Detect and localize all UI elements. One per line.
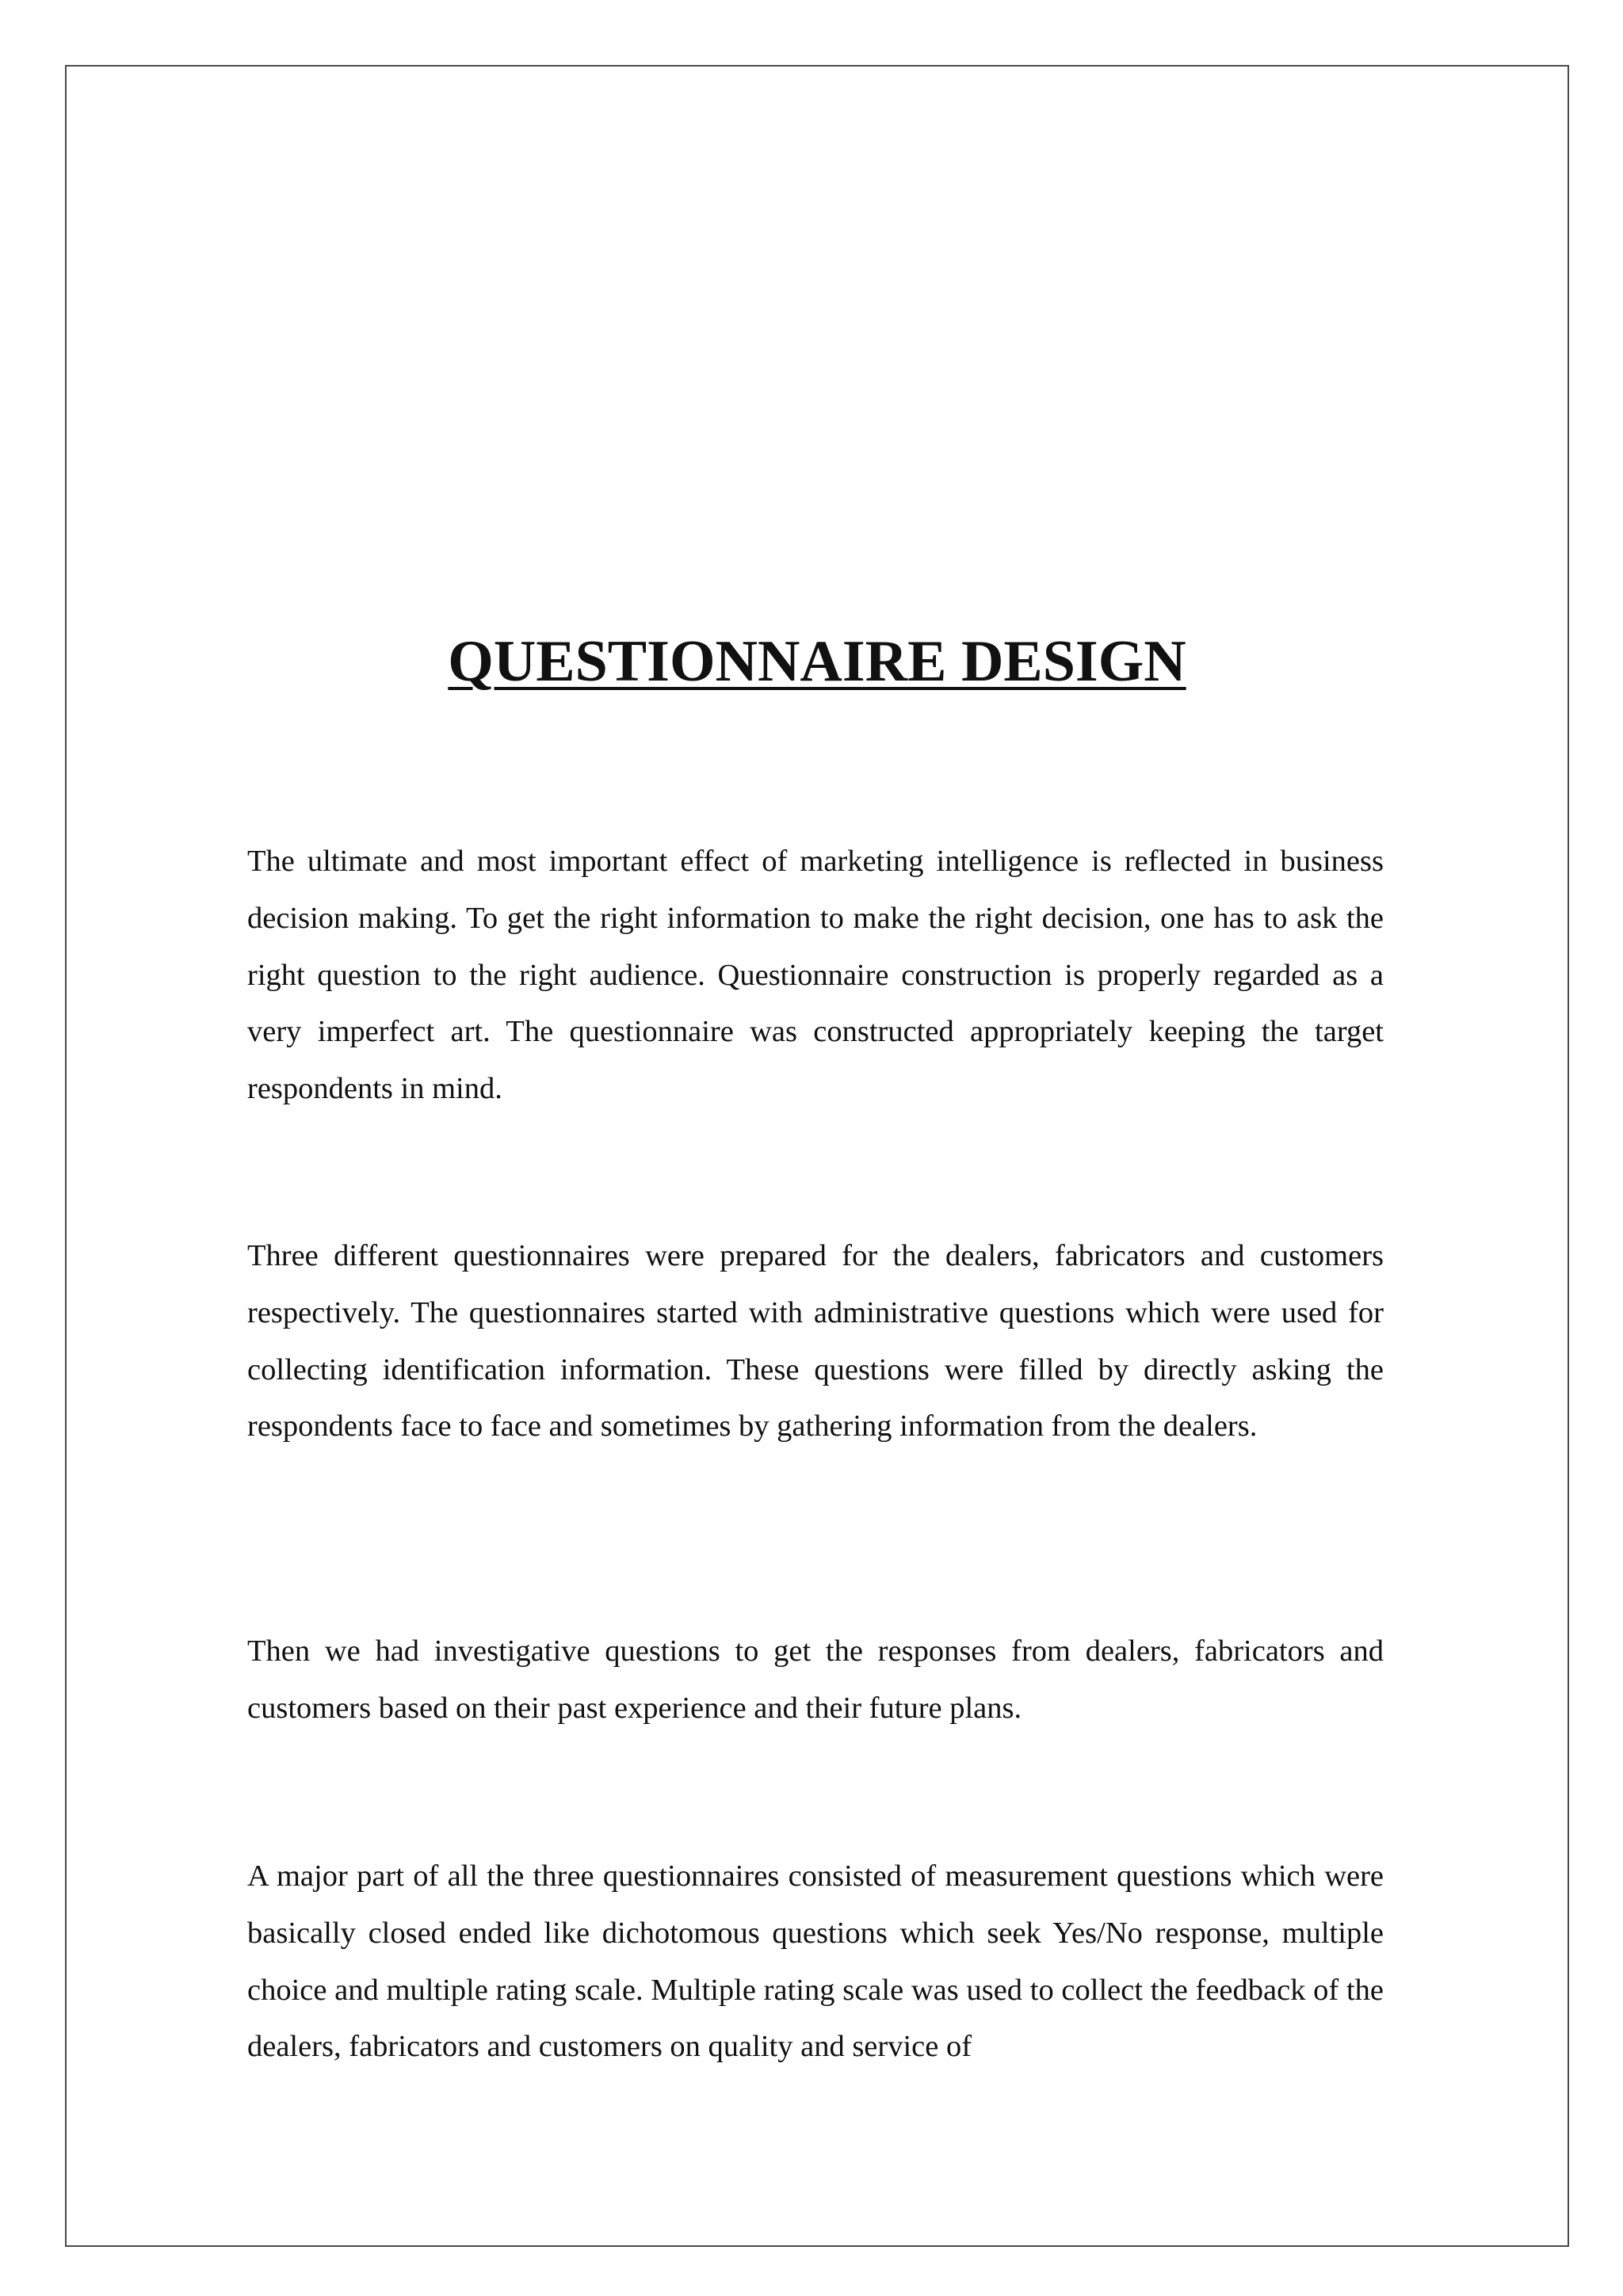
document-title: QUESTIONNAIRE DESIGN [448,629,1186,694]
paragraph-measurement-questions: A major part of all the three questionnaires consisted of measurement questions which were basically closed ended like dichotomous questions which seek Yes/No response, multiple choice and multiple rating scale. Multiple rating scale was used to collect the feedback of the dealers, fabricators and customers on quality and service of [247,1859,1384,2064]
paragraph-investigative-questions: Then we had investigative questions to get the responses from dealers, fabricators and customers based on their past experience and their future plans. [247,1634,1384,1725]
paragraph-marketing-intelligence: The ultimate and most important effect of marketing intelligence is reflected in business decision making. To get the right information to make the right decision, one has to ask the right question to the right audience. Questionnaire construction is properly regarded as a very imperfect art. The questionnaire was constructed appropriately keeping the target respondents in mind. [247,845,1384,1106]
paragraph-three-questionnaires: Three different questionnaires were prepared for the dealers, fabricators and customers respectively. The questionnaires started with administrative questions which were used for collecting identification information. These questions were filled by directly asking the respondents face to face and sometimes by gathering information from the dealers. [247,1239,1384,1444]
